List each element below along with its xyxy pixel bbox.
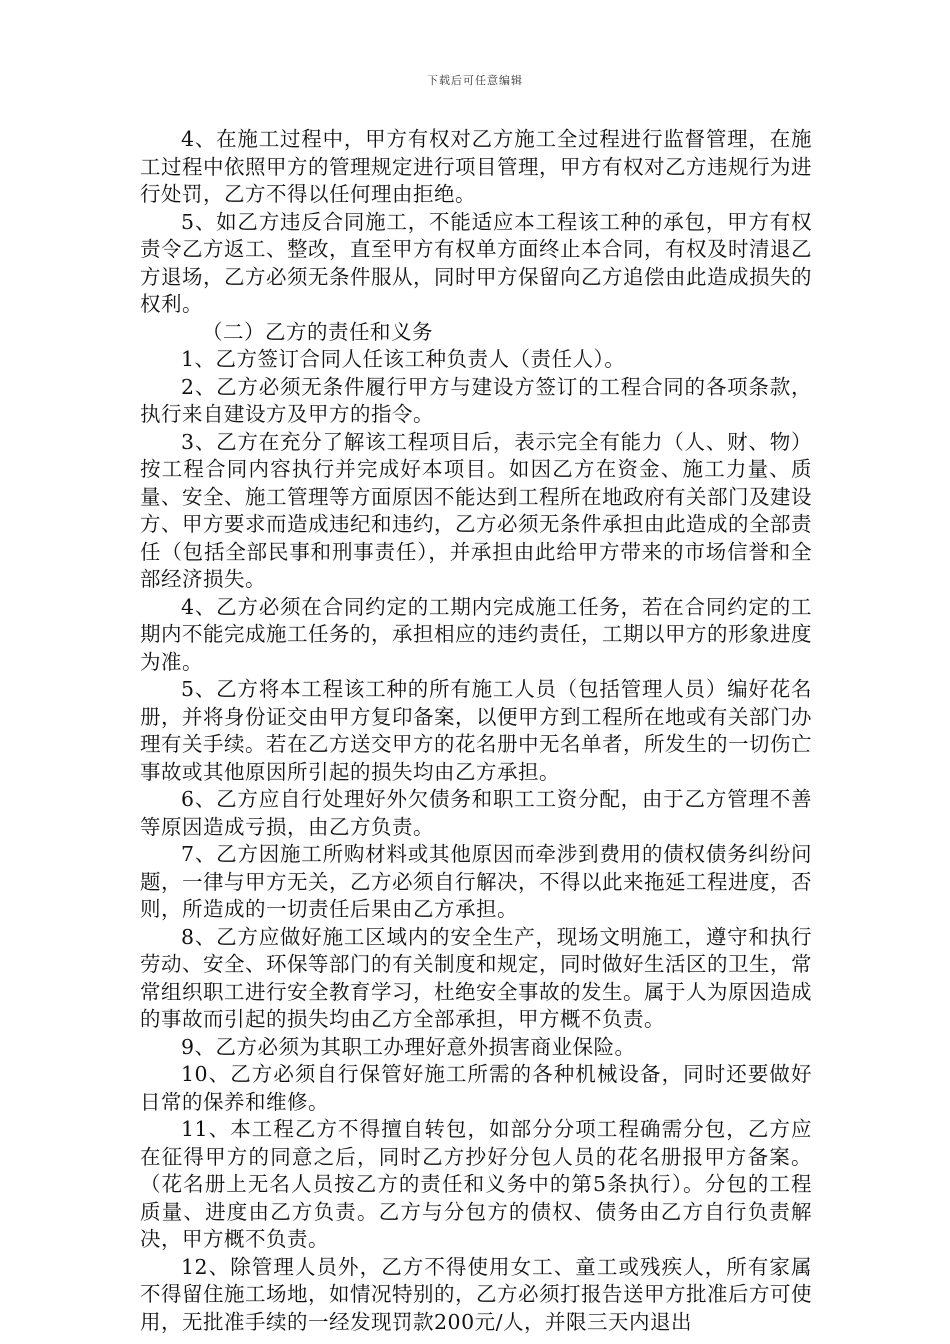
paragraph-party-b-3: 3、乙方在充分了解该工程项目后，表示完全有能力（人、财、物）按工程合同内容执行并完成好本项目。如因乙方在资金、施工力量、质量、安全、施工管理等方面原因不能达到工程所在地政府有关部门及建设方、甲方要求而造成违纪和违约，乙方必须无条件承担由此造成的全部责任（包括全部民事和刑事责任），并承担由此给甲方带来的市场信誉和全部经济损失。 bbox=[140, 429, 812, 591]
paragraph-party-b-7: 7、乙方因施工所购材料或其他原因而牵涉到费用的债权债务纠纷问题，一律与甲方无关，乙方必须自行解决，不得以此来拖延工程进度，否则，所造成的一切责任后果由乙方承担。 bbox=[140, 842, 812, 921]
paragraph-party-b-12: 12、除管理人员外，乙方不得使用女工、童工或残疾人，所有家属不得留住施工场地，如情况特别的，乙方必须打报告送甲方批准后方可使用，无批准手续的一经发现罚款200元/人，并限三天内退出 bbox=[140, 1254, 812, 1334]
paragraph-party-b-2: 2、乙方必须无条件履行甲方与建设方签订的工程合同的各项条款，执行来自建设方及甲方的指令。 bbox=[140, 374, 812, 426]
paragraph-party-b-8: 8、乙方应做好施工区域内的安全生产，现场文明施工，遵守和执行劳动、安全、环保等部门的有关制度和规定，同时做好生活区的卫生，常常组织职工进行安全教育学习，杜绝安全事故的发生。属于人为原因造成的事故而引起的损失均由乙方全部承担，甲方概不负责。 bbox=[140, 924, 812, 1031]
page-header-note: 下载后可任意编辑 bbox=[427, 74, 523, 87]
paragraph-clause-5: 5、如乙方违反合同施工，不能适应本工程该工种的承包，甲方有权责令乙方返工、整改，直至甲方有权单方面终止本合同，有权及时清退乙方退场，乙方必须无条件服从，同时甲方保留向乙方追偿由此造成损失的权利。 bbox=[140, 209, 812, 316]
paragraph-party-b-1: 1、乙方签订合同人任该工种负责人（责任人）。 bbox=[181, 347, 626, 371]
section-heading-party-b-duties: （二）乙方的责任和义务 bbox=[202, 319, 433, 344]
paragraph-party-b-5: 5、乙方将本工程该工种的所有施工人员（包括管理人员）编好花名册，并将身份证交由甲方复印备案，以便甲方到工程所在地或有关部门办理有关手续。若在乙方送交甲方的花名册中无名单者，所发生的一切伤亡事故或其他原因所引起的损失均由乙方承担。 bbox=[140, 677, 812, 784]
paragraph-clause-4: 4、在施工过程中，甲方有权对乙方施工全过程进行监督管理，在施工过程中依照甲方的管理规定进行项目管理，甲方有权对乙方违规行为进行处罚，乙方不得以任何理由拒绝。 bbox=[140, 127, 812, 206]
paragraph-party-b-9: 9、乙方必须为其职工办理好意外损害商业保险。 bbox=[181, 1034, 636, 1059]
paragraph-party-b-11: 11、本工程乙方不得擅自转包，如部分分项工程确需分包，乙方应在征得甲方的同意之后，同时乙方抄好分包人员的花名册报甲方备案。（花名册上无名人员按乙方的责任和义务中的第5条执行）。分包的工程质量、进度由乙方负责。乙方与分包方的债权、债务由乙方自行负责解决，甲方概不负责。 bbox=[140, 1117, 812, 1251]
paragraph-party-b-6: 6、乙方应自行处理好外欠债务和职工工资分配，由于乙方管理不善等原因造成亏损，由乙方负责。 bbox=[140, 787, 812, 839]
paragraph-party-b-10: 10、乙方必须自行保管好施工所需的各种机械设备，同时还要做好日常的保养和维修。 bbox=[140, 1062, 812, 1114]
paragraph-party-b-4: 4、乙方必须在合同约定的工期内完成施工任务，若在合同约定的工期内不能完成施工任务的，承担相应的违约责任，工期以甲方的形象进度为准。 bbox=[140, 594, 812, 674]
document-body bbox=[140, 126, 812, 1336]
